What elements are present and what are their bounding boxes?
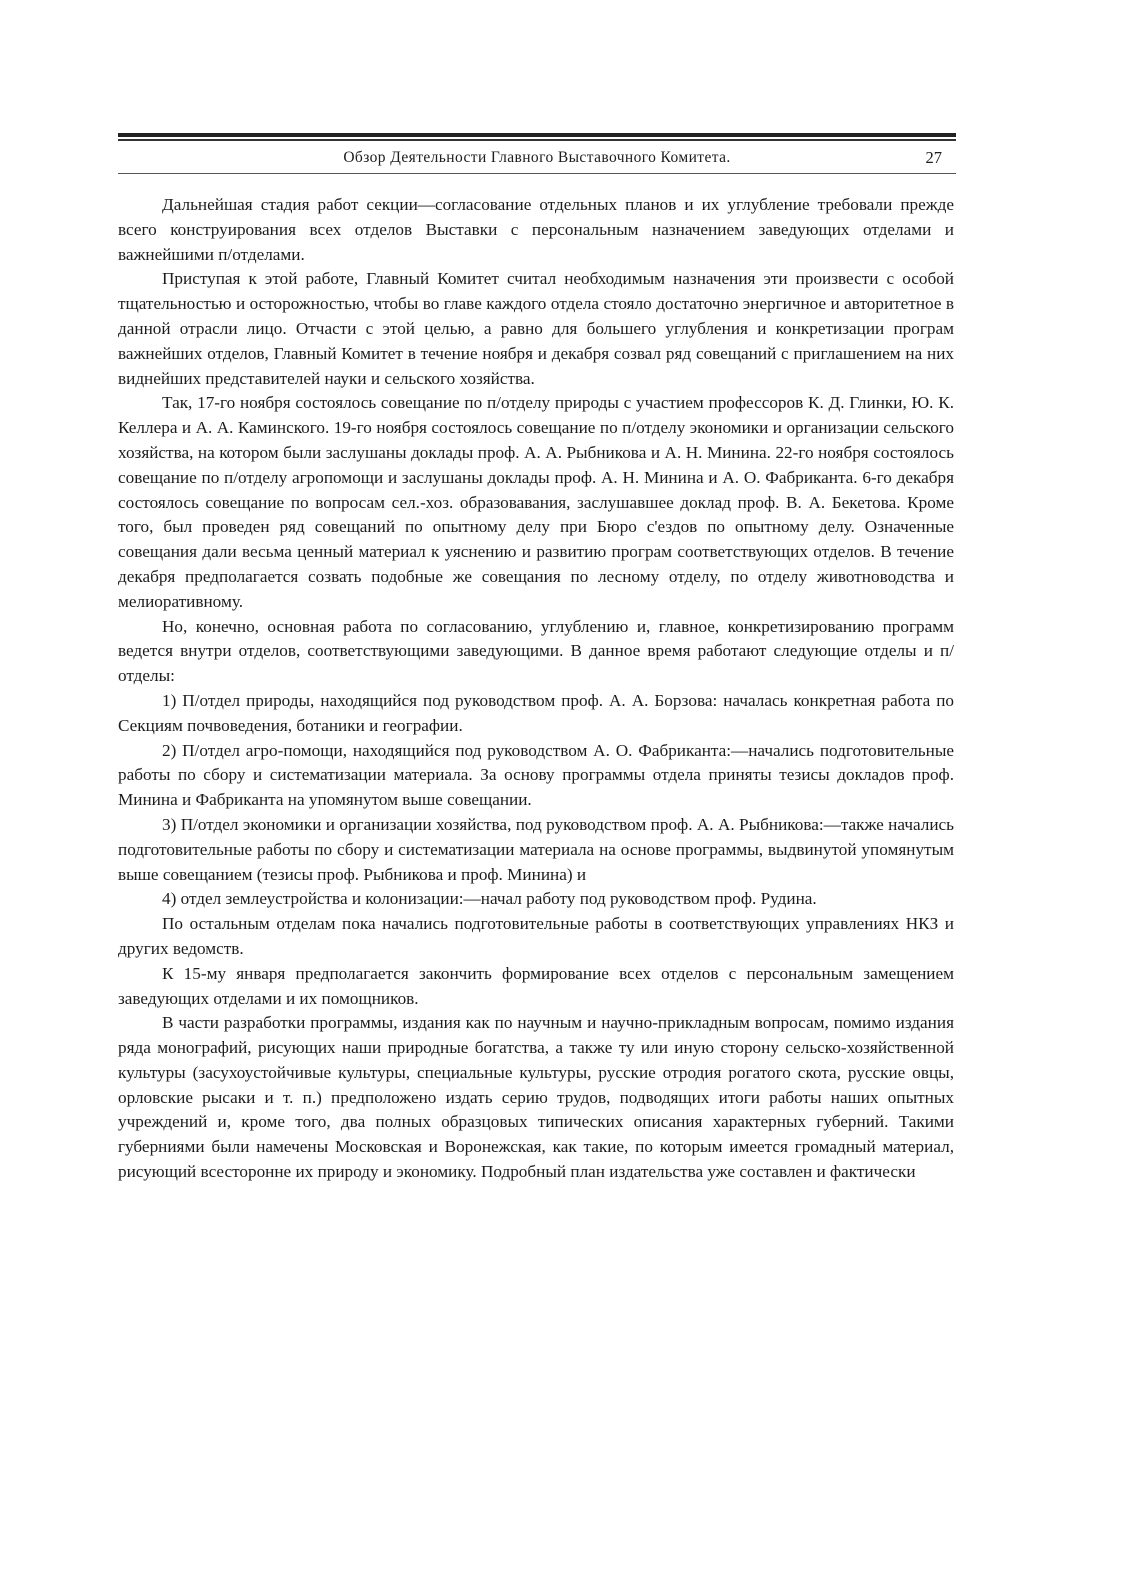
paragraph: Дальнейшая стадия работ секции—согласование отдельных планов и их углубление требовали прежде всего конструирования всех отделов Выставки с персональным назначением заведующих отделами и важнейшими п/отделами. — [118, 195, 954, 264]
list-item: 2) П/отдел агро-помощи, находящийся под руководством А. О. Фабриканта:—начались подготовительные работы по сбору и систематизации материала. За основу программы отдела приняты тезисы докладов проф. Минина и Фабриканта на упомянутом выше совещании. — [118, 740, 954, 810]
page-number: 27 — [925, 148, 942, 167]
header-rule-thick — [118, 133, 956, 137]
list-item: 1) П/отдел природы, находящийся под руководством проф. А. А. Борзова: началась конкретная работа по Секциям почвоведения, ботаники и географии. — [118, 690, 954, 735]
paragraph: По остальным отделам пока начались подготовительные работы в соответствующих управлениях НКЗ и других ведомств. — [118, 914, 954, 958]
paragraph: Так, 17-го ноября состоялось совещание по п/отделу природы с участием профессоров К. Д. Глинки, Ю. К. Келлера и А. А. Каминского. 19-го ноября состоялось совещание по п/отделу экономики и организации сельского хозяйства, на котором были заслушаны доклады проф. А. А. Рыбникова и А. Н. Минина. 22-го ноября состоялось совещание по п/отделу агропомощи и заслушаны доклады проф. А. Н. Минина и А. О. Фабриканта. 6-го декабря состоялось совещание по вопросам сел.-хоз. образовавания, заслушавшее доклад проф. В. А. Бекетова. Кроме того, был проведен ряд совещаний по опытному делу при Бюро с'ездов по опытному делу. Означенные совещания дали весьма ценный материал к уяснению и развитию програм соответствующих отделов. В течение декабря предполагается созвать подобные же совещания по лесному отделу, по отделу животноводства и мелиоративному. — [118, 393, 954, 611]
list-item: 4) отдел землеустройства и колонизации:—начал работу под руководством проф. Рудина. — [162, 889, 817, 909]
paragraph: Но, конечно, основная работа по согласованию, углублению и, главное, конкретизированию программ ведется внутри отделов, соответствующими заведующими. В данное время работают следующие отделы и п/отделы: — [118, 616, 954, 686]
running-title: Обзор Деятельности Главного Выставочного Комитета. — [343, 149, 731, 166]
paragraph: В части разработки программы, издания как по научным и научно-прикладным вопросам, помимо издания ряда монографий, рисующих наши природные богатства, а также ту или иную сторону сельско-хозяйственной культуры (засухоустойчивые культуры, специальные культуры, русские отродия рогатого скота, русские овцы, орловские рысаки и т. п.) предположено издать серию трудов, подводящих итоги работы наших опытных учреждений и, кроме того, два полных образцовых типических описания характерных губерний. Такими губерниями были намечены Московская и Воронежская, как такие, по которым имеется громадный материал, рисующий всесторонне их природу и экономику. Подробный план издательства уже составлен и фактически — [118, 1013, 954, 1182]
header-rule-thin — [118, 139, 956, 141]
running-header — [118, 147, 956, 171]
paragraph: К 15-му января предполагается закончить формирование всех отделов с персональным замещением заведующих отделами и их помощников. — [118, 963, 954, 1008]
body-text — [118, 193, 954, 1185]
header-underline — [118, 173, 956, 174]
list-item: 3) П/отдел экономики и организации хозяйства, под руководством проф. А. А. Рыбникова:—также начались подготовительные работы по сбору и систематизации материала на основе программы, выдвинутой упомянутым выше совещанием (тезисы проф. Рыбникова и проф. Минина) и — [118, 814, 954, 884]
paragraph: Приступая к этой работе, Главный Комитет считал необходимым назначения эти произвести с особой тщательностью и осторожностью, чтобы во главе каждого отдела стояло достаточно энергичное и авторитетное в данной отрасли лицо. Отчасти с этой целью, а равно для большего углубления и конкретизации програм важнейших отделов, Главный Комитет в течение ноября и декабря созвал ряд совещаний с приглашением на них виднейших представителей науки и сельского хозяйства. — [118, 269, 954, 388]
